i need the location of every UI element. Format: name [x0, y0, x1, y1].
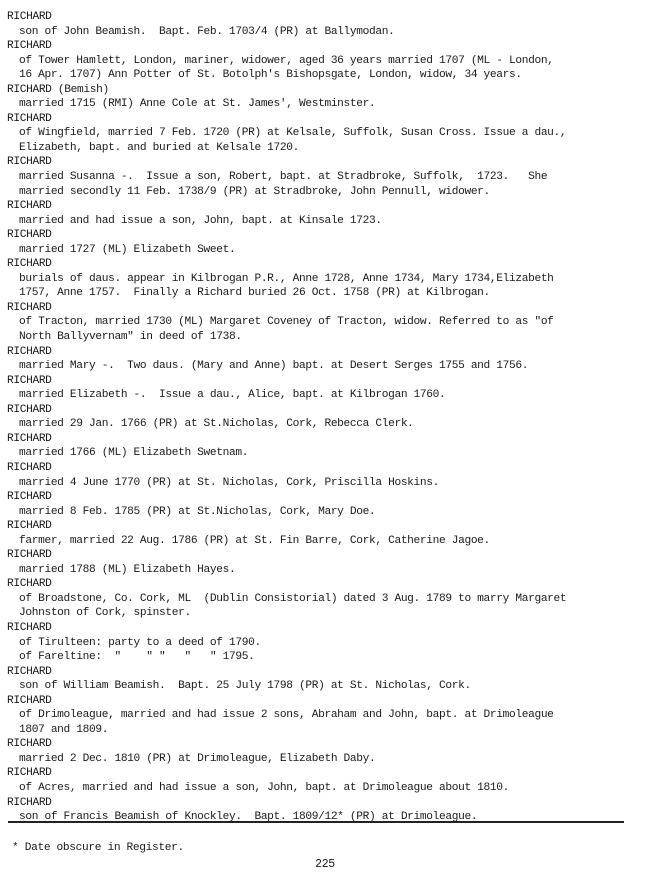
entry-text-line: son of William Beamish. Bapt. 25 July 1798 (PR) at St. Nicholas, Cork. — [19, 680, 471, 693]
register-entry — [7, 766, 643, 795]
register-entry — [7, 665, 643, 694]
entry-name: RICHARD — [7, 432, 52, 445]
entry-text-line: burials of daus. appear in Kilbrogan P.R., Anne 1728, Anne 1734, Mary 1734,Elizabeth — [19, 272, 554, 285]
entry-name: RICHARD — [7, 156, 52, 169]
entry-name: RICHARD — [7, 621, 52, 634]
entry-name: RICHARD — [7, 403, 52, 416]
entry-text-line: farmer, married 22 Aug. 1786 (PR) at St. Fin Barre, Cork, Catherine Jagoe. — [19, 534, 490, 547]
entry-text-line: Elizabeth, bapt. and buried at Kelsale 1720. — [19, 141, 299, 154]
entry-list — [7, 10, 643, 825]
register-entry — [7, 155, 643, 199]
footnote-divider — [8, 821, 624, 823]
register-entry — [7, 403, 643, 432]
register-entry — [7, 199, 643, 228]
entry-text-line: of Tirulteen: party to a deed of 1790. — [19, 636, 261, 649]
entry-name: RICHARD — [7, 578, 52, 591]
entry-text-line: married Elizabeth -. Issue a dau., Alice, bapt. at Kilbrogan 1760. — [19, 389, 446, 402]
entry-text-line: of Tracton, married 1730 (ML) Margaret Coveney of Tracton, widow. Referred to as "of — [19, 316, 554, 329]
register-entry — [7, 228, 643, 257]
entry-name: RICHARD — [7, 461, 52, 474]
entry-name: RICHARD — [7, 665, 52, 678]
entry-text-line: 1757, Anne 1757. Finally a Richard buried 26 Oct. 1758 (PR) at Kilbrogan. — [19, 287, 490, 300]
entry-name: RICHARD (Bemish) — [7, 83, 109, 96]
register-entry — [7, 39, 643, 83]
entry-text-line: married secondly 11 Feb. 1738/9 (PR) at Stradbroke, John Pennull, widower. — [19, 185, 490, 198]
page-number: 225 — [315, 858, 335, 871]
entry-name: RICHARD — [7, 694, 52, 707]
register-entry — [7, 301, 643, 345]
entry-name: RICHARD — [7, 200, 52, 213]
entry-name: RICHARD — [7, 767, 52, 780]
register-entry — [7, 737, 643, 766]
entry-text-line: married 2 Dec. 1810 (PR) at Drimoleague, Elizabeth Daby. — [19, 752, 376, 765]
entry-text-line: Johnston of Cork, spinster. — [19, 607, 191, 620]
entry-name: RICHARD — [7, 112, 52, 125]
entry-name: RICHARD — [7, 40, 52, 53]
entry-name: RICHARD — [7, 549, 52, 562]
entry-text-line: 16 Apr. 1707) Ann Potter of St. Botolph's Bishopsgate, London, widow, 34 years. — [19, 69, 522, 82]
entry-text-line: married Mary -. Two daus. (Mary and Anne) bapt. at Desert Serges 1755 and 1756. — [19, 360, 529, 373]
entry-name: RICHARD — [7, 258, 52, 271]
register-entry — [7, 345, 643, 374]
entry-text-line: son of Francis Beamish of Knockley. Bapt. 1809/12* (PR) at Drimoleague. — [19, 811, 478, 824]
entry-text-line: of Drimoleague, married and had issue 2 sons, Abraham and John, bapt. at Drimoleague — [19, 709, 554, 722]
footnote: * Date obscure in Register. — [12, 842, 184, 854]
register-entry — [7, 10, 643, 39]
entry-text-line: married 1788 (ML) Elizabeth Hayes. — [19, 563, 236, 576]
entry-name: RICHARD — [7, 374, 52, 387]
entry-text-line: married and had issue a son, John, bapt. at Kinsale 1723. — [19, 214, 382, 227]
entry-text-line: married Susanna -. Issue a son, Robert, bapt. at Stradbroke, Suffolk, 1723. She — [19, 171, 548, 184]
register-entry — [7, 461, 643, 490]
entry-name: RICHARD — [7, 520, 52, 533]
entry-text-line: 1807 and 1809. — [19, 723, 109, 736]
entry-text-line: of Fareltine: " " " " " 1795. — [19, 651, 255, 664]
entry-name: RICHARD — [7, 229, 52, 242]
entry-text-line: married 4 June 1770 (PR) at St. Nicholas, Cork, Priscilla Hoskins. — [19, 476, 439, 489]
entry-text-line: married 29 Jan. 1766 (PR) at St.Nicholas, Cork, Rebecca Clerk. — [19, 418, 414, 431]
entry-text-line: of Acres, married and had issue a son, John, bapt. at Drimoleague about 1810. — [19, 781, 509, 794]
register-entry — [7, 548, 643, 577]
entry-text-line: married 1715 (RMI) Anne Cole at St. James', Westminster. — [19, 98, 376, 111]
entry-name: RICHARD — [7, 11, 52, 23]
entry-text-line: married 1766 (ML) Elizabeth Swetnam. — [19, 447, 249, 460]
entry-text-line: of Broadstone, Co. Cork, ML (Dublin Consistorial) dated 3 Aug. 1789 to marry Margaret — [19, 592, 567, 605]
entry-name: RICHARD — [7, 301, 52, 314]
register-entry — [7, 490, 643, 519]
entry-name: RICHARD — [7, 796, 52, 809]
register-entry — [7, 694, 643, 738]
entry-text-line: married 8 Feb. 1785 (PR) at St.Nicholas, Cork, Mary Doe. — [19, 505, 376, 518]
entry-text-line: of Tower Hamlett, London, mariner, widower, aged 36 years married 1707 (ML - London, — [19, 54, 554, 67]
register-entry — [7, 112, 643, 156]
register-entry — [7, 519, 643, 548]
register-entry — [7, 577, 643, 621]
entry-name: RICHARD — [7, 491, 52, 504]
entry-text-line: son of John Beamish. Bapt. Feb. 1703/4 (PR) at Ballymodan. — [19, 25, 395, 38]
entry-text-line: married 1727 (ML) Elizabeth Sweet. — [19, 243, 236, 256]
register-entry — [7, 621, 643, 665]
entry-text-line: of Wingfield, married 7 Feb. 1720 (PR) at Kelsale, Suffolk, Susan Cross. Issue a dau., — [19, 127, 567, 140]
entry-name: RICHARD — [7, 738, 52, 751]
register-entry — [7, 83, 643, 112]
entry-text-line: North Ballyvernam" in deed of 1738. — [19, 331, 242, 344]
entry-name: RICHARD — [7, 345, 52, 358]
register-entry — [7, 432, 643, 461]
register-entry — [7, 374, 643, 403]
register-entry — [7, 257, 643, 301]
